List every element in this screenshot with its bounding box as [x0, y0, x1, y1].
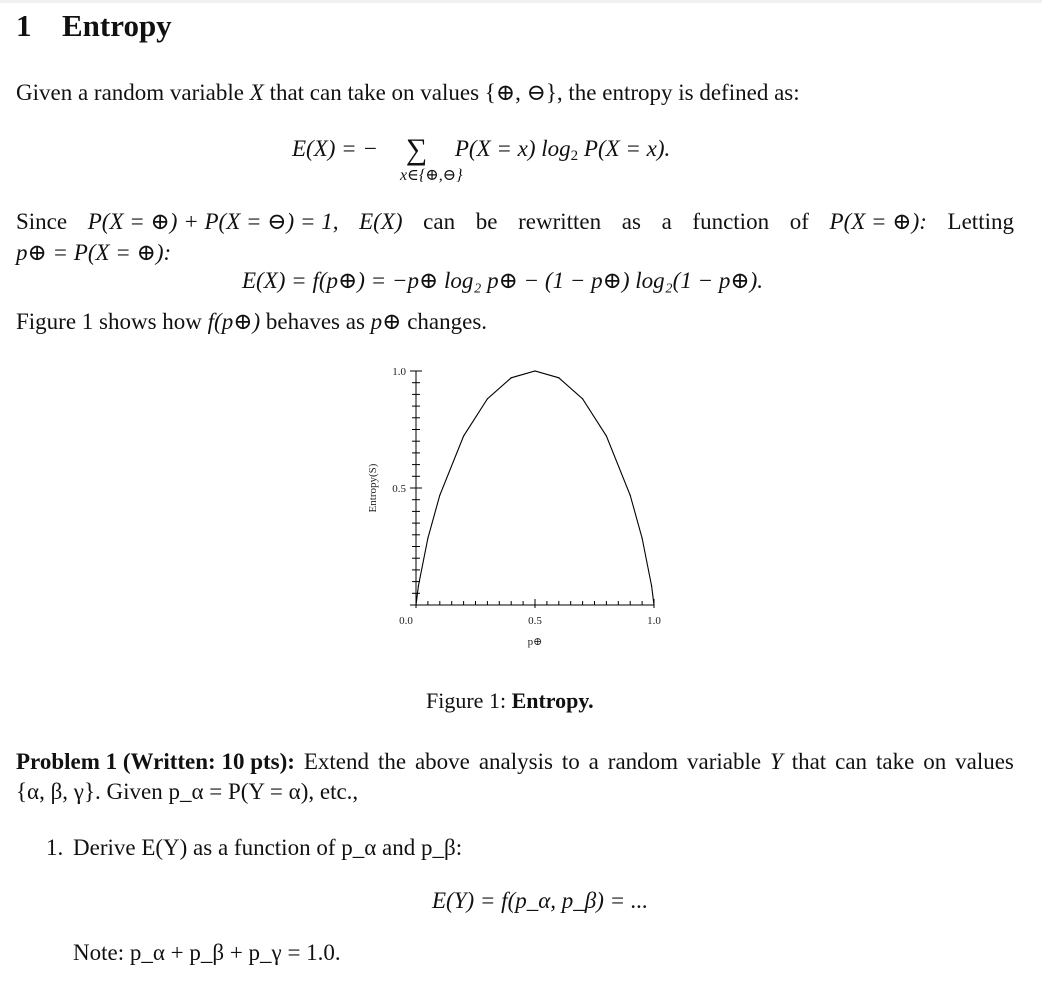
problem-word: random: [607, 749, 679, 774]
figref-post: changes.: [407, 309, 488, 334]
data-point: [630, 495, 631, 496]
section-title: Entropy: [62, 8, 172, 43]
caption-label: Figure 1:: [426, 688, 507, 713]
task-1-number: 1.: [46, 835, 64, 860]
figure-caption: [426, 688, 594, 714]
x-axis-label: p⊕: [527, 636, 543, 648]
top-shade: [0, 0, 1042, 3]
intro-var: X: [249, 80, 264, 105]
entropy-equation: [292, 130, 670, 165]
problem-word: Extend: [303, 749, 370, 774]
data-point: [606, 435, 607, 436]
figref-mid: behaves as: [265, 309, 365, 334]
problem-word: the: [377, 749, 407, 774]
section-number: 1: [16, 8, 32, 43]
since-word: a: [661, 209, 672, 234]
problem-word: variable: [686, 749, 762, 774]
since-word: of: [789, 209, 809, 234]
problem-word: above: [414, 749, 470, 774]
since-word: P(X = ⊕):: [829, 209, 927, 234]
task-1-text: Derive E(Y) as a function of p_α and p_β:: [73, 835, 463, 860]
since-word: can: [423, 209, 456, 234]
problem-word: Y: [769, 749, 783, 774]
intro-after: that can take on values {⊕, ⊖}, the entropy is defined as:: [269, 80, 800, 105]
since-line-2: p⊕ = P(X = ⊕):: [16, 240, 172, 265]
intro-before: Given a random variable: [16, 80, 244, 105]
data-point: [415, 604, 416, 605]
data-point: [534, 370, 535, 371]
figure-reference: [16, 309, 487, 335]
problem-heading: Problem 1 (Written: 10 pts):: [16, 749, 295, 774]
problem-word: analysis: [478, 749, 553, 774]
eq1-lhs: E(X) = −: [292, 136, 378, 161]
data-point: [558, 377, 559, 378]
data-point: [651, 585, 652, 586]
since-word: rewritten: [518, 209, 602, 234]
problem-word: a: [588, 749, 599, 774]
data-point: [463, 435, 464, 436]
x-tick-label: 0.0: [399, 615, 413, 627]
data-point: [427, 537, 428, 538]
problem-line-2: {α, β, γ}. Given p_α = P(Y = α), etc.,: [16, 779, 359, 804]
since-word: Since: [16, 209, 68, 234]
since-line-1: [16, 209, 1014, 235]
problem-word: take: [875, 749, 915, 774]
data-point: [511, 377, 512, 378]
y-tick-label: 0.5: [392, 483, 406, 495]
y-axis-label: Entropy(S): [367, 463, 379, 513]
section-heading: [16, 8, 172, 44]
since-word: P(X = ⊕) + P(X = ⊖) = 1,: [87, 209, 339, 234]
caption-title: Entropy.: [511, 688, 594, 713]
y-tick-label: 1.0: [392, 366, 406, 378]
data-point: [642, 537, 643, 538]
intro-paragraph: [16, 80, 800, 106]
note: Note: p_α + p_β + p_γ = 1.0.: [73, 940, 341, 965]
data-point: [582, 398, 583, 399]
x-tick-label: 0.5: [528, 615, 542, 627]
binary-entropy-equation: E(X) = f(p⊕) = −p⊕ log₂ p⊕ − (1 − p⊕) log₂(1 − p⊕).: [242, 268, 764, 293]
problem-word: on: [923, 749, 947, 774]
data-point: [439, 495, 440, 496]
data-point: [653, 604, 654, 605]
since-word: Letting: [947, 209, 1014, 234]
figref-pre: Figure 1 shows how: [16, 309, 202, 334]
data-point: [487, 398, 488, 399]
problem-word: that: [791, 749, 827, 774]
data-point: [418, 585, 419, 586]
problem-word: to: [561, 749, 580, 774]
figref-func: f(p⊕): [207, 309, 261, 334]
eq1-rhs-tail: P(X = x).: [583, 136, 671, 161]
eq1-rhs: P(X = x) log: [454, 136, 571, 161]
entropy-curve: [416, 371, 654, 605]
eq1-log-base: 2: [570, 148, 579, 164]
problem-word: values: [955, 749, 1014, 774]
sum-subscript: x∈{⊕,⊖}: [400, 167, 463, 184]
since-word: function: [692, 209, 770, 234]
x-tick-label: 1.0: [647, 615, 661, 627]
since-word: be: [475, 209, 498, 234]
sum-symbol: ∑: [405, 133, 428, 166]
entropy-chart: [340, 355, 680, 665]
task-1: [46, 835, 462, 861]
problem-line-1: [16, 749, 1014, 775]
problem-word: can: [835, 749, 868, 774]
since-word: as: [621, 209, 641, 234]
since-word: E(X): [359, 209, 403, 234]
figref-var: p⊕: [370, 309, 402, 334]
task-equation: E(Y) = f(p_α, p_β) = ...: [432, 888, 649, 913]
